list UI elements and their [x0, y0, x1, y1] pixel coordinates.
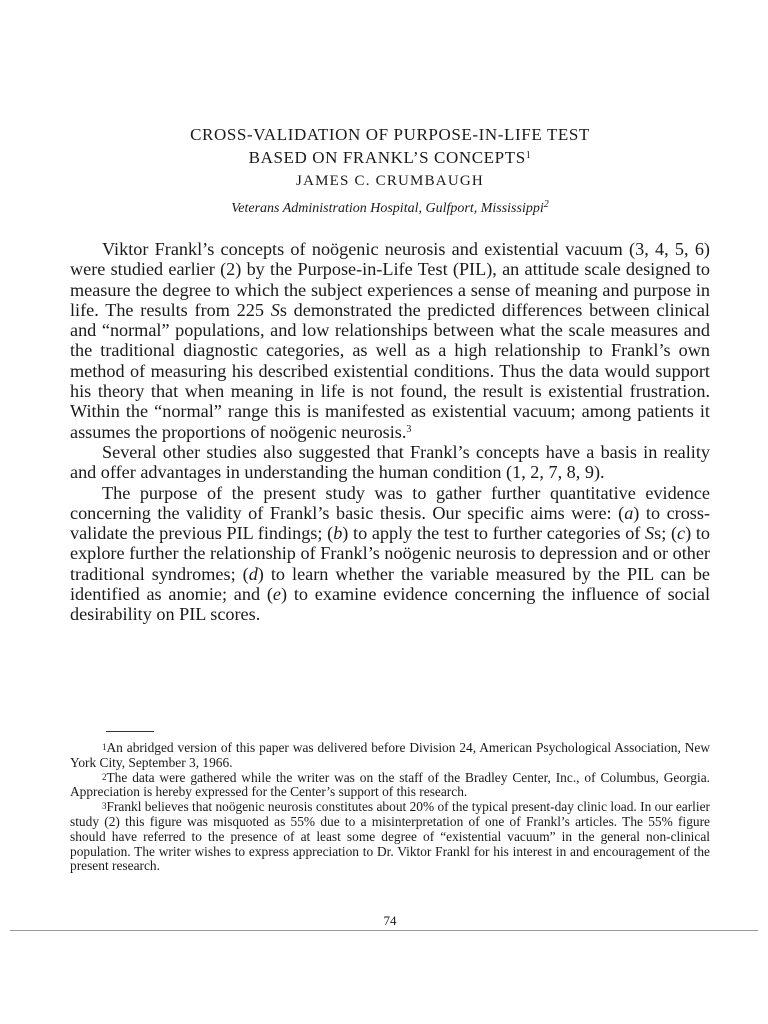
title-line-2: BASED ON FRANKL’S CONCEPTS$^1$	[248, 148, 532, 167]
title-line-1: CROSS-VALIDATION OF PURPOSE-IN-LIFE TEST	[190, 125, 590, 144]
author-name: JAMES C. CRUMBAUGH	[296, 173, 484, 189]
title-footnote-mark: 1	[525, 150, 532, 161]
footnote-3: $^3$Frankl believes that noögenic neurosis constitutes about 20% of the typical present-day clinic load. In our earlier study (2) this figure was misquoted as 55% due to a misinterpretation of one of Frankl’s articles. The 55% figure should have referred to the presence of at least some degree of “existential vacuum” in the general non-clinical population. The writer wishes to express appreciation to Dr. Viktor Frankl for his interest in and encouragement of the present research.	[70, 799, 711, 874]
affiliation-footnote-mark: 2	[543, 199, 549, 210]
paragraph-1: Viktor Frankl’s concepts of noögenic neurosis and existential vacuum (3, 4, 5, 6) were studied earlier (2) by the Purpose-in-Life Test (PIL), an attitude scale designed to measure the degree to which the subject experiences a sense of meaning and purpose in life. The results from 225 Ss demonstrated the predicted differences between clinical and “normal” populations, and low relationships between what the scale measures and the traditional diagnostic categories, as well as a high relationship to Frankl’s own method of measuring his described existential conditions. Thus the data would support his theory that when meaning in life is not found, the result is existential frustration. Within the “normal” range this is manifested as existential vacuum; among patients it assumes the proportions of noögenic neurosis.$^3$	[70, 239, 710, 442]
footnote-1: $^1$An abridged version of this paper was delivered before Division 24, American Psychological Association, New York City, September 3, 1966.	[70, 740, 710, 770]
page-number: 74	[383, 913, 397, 928]
footnote-2: $^2$The data were gathered while the writer was on the staff of the Bradley Center, Inc., of Columbus, Georgia. Appreciation is hereby expressed for the Center’s support of this research.	[70, 769, 710, 800]
page-bottom-rule	[10, 930, 758, 931]
footnotes	[70, 741, 710, 874]
body-text	[70, 239, 710, 625]
author-affiliation: Veterans Administration Hospital, Gulfport, Mississippi$^2$	[231, 199, 549, 216]
paragraph-3: The purpose of the present study was to gather further quantitative evidence concerning the validity of Frankl’s basic thesis. Our specific aims were: (a) to cross-validate the previous PIL findings; (b) to apply the test to further categories of Ss; (c) to explore further the relationship of Frankl’s noögenic neurosis to depression and or other traditional syndromes; (d) to learn whether the variable measured by the PIL can be identified as anomie; and (e) to examine evidence concerning the influence of social desirability on PIL scores.	[70, 482, 711, 625]
footnote-separator	[106, 731, 154, 732]
paragraph-2: Several other studies also suggested that Frankl’s concepts have a basis in reality and offer advantages in understanding the human condition (1, 2, 7, 8, 9).	[70, 441, 710, 483]
footnote-ref-3: 3	[406, 423, 412, 435]
